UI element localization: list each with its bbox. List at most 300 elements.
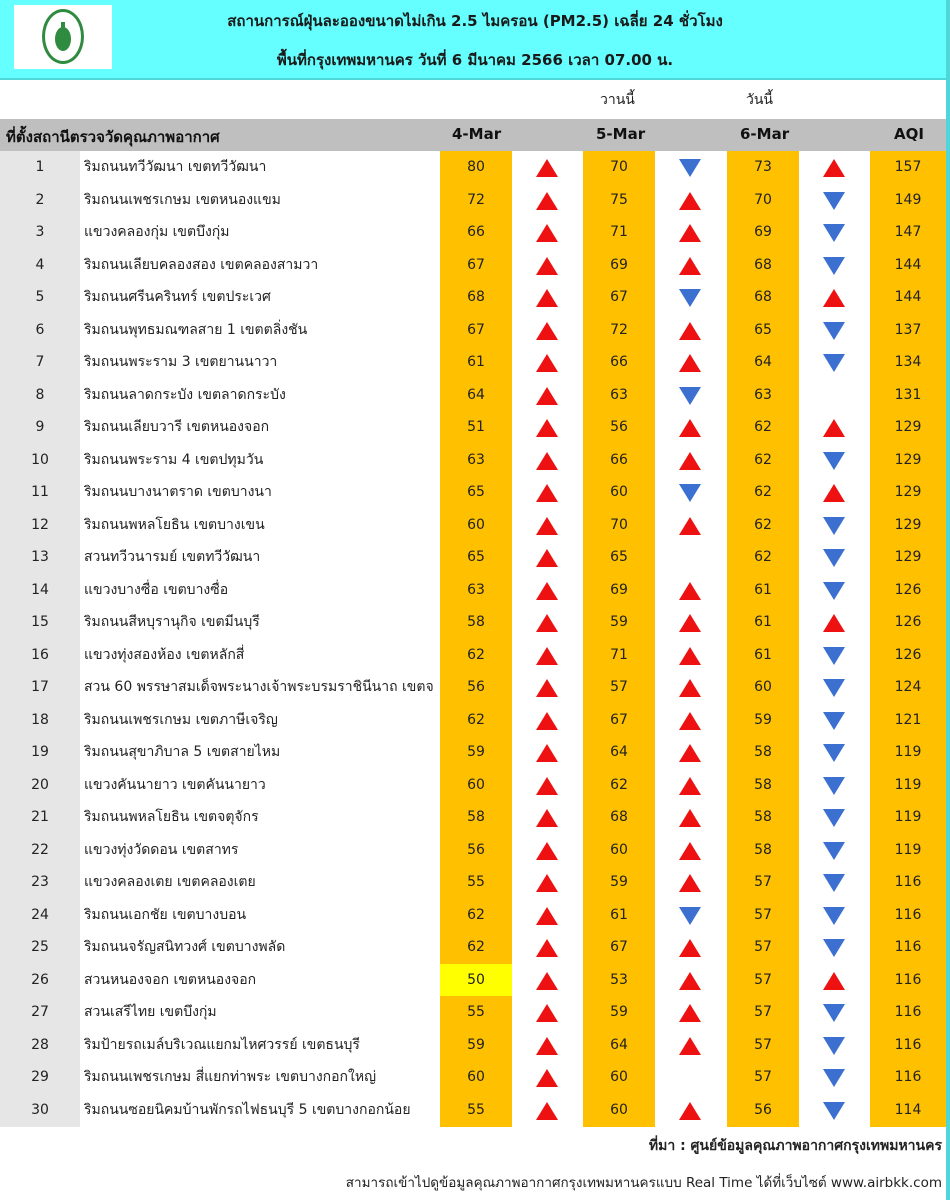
station-name: ริมป้ายรถเมล์บริเวณแยกมไหศวรรย์ เขตธนบุรี <box>84 1036 360 1053</box>
trend-up-icon <box>679 1004 701 1022</box>
pm25-date1: 60 <box>467 516 485 533</box>
table-row <box>0 996 946 1029</box>
pm25-date1: 72 <box>467 191 485 208</box>
aqi-value: 119 <box>894 809 922 825</box>
pm25-date1: 66 <box>467 224 485 240</box>
trend-up-icon <box>536 712 558 730</box>
station-name: ริมถนนสีหบุรานุกิจ เขตมีนบุรี <box>84 614 260 630</box>
row-index: 3 <box>35 224 45 240</box>
trend-down-icon <box>823 517 845 535</box>
pm25-date3: 58 <box>754 776 772 793</box>
trend-up-icon <box>823 484 845 502</box>
table-row <box>0 704 946 737</box>
today-label: วันนี้ <box>746 92 774 108</box>
station-name: ริมถนนเพชรเกษม เขตหนองแขม <box>84 191 281 208</box>
column-header-bar <box>0 119 946 151</box>
table-row <box>0 769 946 802</box>
table-row <box>0 509 946 542</box>
pm25-date2: 63 <box>610 386 628 403</box>
pm25-date2: 75 <box>610 191 628 208</box>
trend-down-icon <box>823 1037 845 1055</box>
pm25-date2: 65 <box>610 549 628 565</box>
trend-up-icon <box>679 939 701 957</box>
row-index: 4 <box>35 256 45 273</box>
pm25-date2: 57 <box>610 679 628 695</box>
trend-down-icon <box>823 322 845 340</box>
aqi-value: 126 <box>894 614 922 630</box>
pm25-date3: 58 <box>754 841 772 858</box>
trend-up-icon <box>679 452 701 470</box>
pm25-date1: 67 <box>467 321 485 338</box>
station-name: ริมถนนเอกชัย เขตบางบอน <box>84 906 247 923</box>
row-index: 8 <box>35 386 45 403</box>
station-name: แขวงคลองกุ่ม เขตบึงกุ่ม <box>84 224 230 240</box>
row-index: 21 <box>31 809 49 825</box>
pm25-date3: 68 <box>754 256 772 273</box>
trend-up-icon <box>679 354 701 372</box>
pm25-date3: 62 <box>754 484 772 500</box>
aqi-value: 131 <box>894 386 922 403</box>
pm25-date3: 57 <box>754 906 772 923</box>
trend-up-icon <box>536 549 558 567</box>
station-name: แขวงคันนายาว เขตคันนายาว <box>84 776 266 793</box>
pm25-date3: 62 <box>754 419 772 435</box>
pm25-date3: 58 <box>754 809 772 825</box>
station-name: สวนเสรีไทย เขตบึงกุ่ม <box>84 1004 217 1020</box>
trend-up-icon <box>536 289 558 307</box>
pm25-date2: 66 <box>610 451 628 468</box>
pm25-date3: 63 <box>754 386 772 403</box>
trend-up-icon <box>679 744 701 762</box>
trend-up-icon <box>536 874 558 892</box>
pm25-date3: 57 <box>754 971 772 988</box>
trend-down-icon <box>823 224 845 242</box>
pm25-date2: 70 <box>610 159 628 175</box>
trend-up-icon <box>679 224 701 242</box>
trend-up-icon <box>536 1004 558 1022</box>
station-name: ริมถนนพุทธมณฑลสาย 1 เขตตลิ่งชัน <box>84 321 308 338</box>
trend-up-icon <box>679 419 701 437</box>
pm25-date1: 64 <box>467 386 485 403</box>
pm25-date2: 60 <box>610 841 628 858</box>
pm25-date2: 59 <box>610 614 628 630</box>
pm25-date3: 64 <box>754 354 772 370</box>
pm25-date1: 67 <box>467 256 485 273</box>
station-name: ริมถนนเพชรเกษม เขตภาษีเจริญ <box>84 711 278 728</box>
trend-up-icon <box>536 679 558 697</box>
table-row <box>0 476 946 509</box>
trend-down-icon <box>679 289 701 307</box>
aqi-value: 116 <box>894 1036 922 1053</box>
table-row <box>0 866 946 899</box>
trend-up-icon <box>536 647 558 665</box>
station-name: ริมถนนศรีนครินทร์ เขตประเวศ <box>84 289 271 305</box>
aqi-value: 134 <box>894 354 922 370</box>
row-index: 7 <box>35 354 45 370</box>
trend-up-icon <box>536 354 558 372</box>
pm25-date3: 57 <box>754 874 772 890</box>
aqi-value: 126 <box>894 646 922 663</box>
row-index: 14 <box>31 581 49 598</box>
trend-down-icon <box>823 874 845 892</box>
trend-down-icon <box>823 257 845 275</box>
pm25-date1: 55 <box>467 1004 485 1020</box>
pm25-date3: 61 <box>754 614 772 630</box>
trend-up-icon <box>679 679 701 697</box>
aqi-value: 119 <box>894 841 922 858</box>
table-row <box>0 899 946 932</box>
trend-down-icon <box>823 1004 845 1022</box>
report-title: สถานการณ์ฝุ่นละอองขนาดไม่เกิน 2.5 ไมครอน (PM2.5) เฉลี่ย 24 ชั่วโมง <box>227 12 723 30</box>
row-index: 1 <box>35 159 45 175</box>
station-name: ริมถนนพหลโยธิน เขตจตุจักร <box>84 809 259 825</box>
trend-up-icon <box>823 972 845 990</box>
aqi-value: 144 <box>894 289 922 305</box>
trend-up-icon <box>679 777 701 795</box>
table-row <box>0 216 946 249</box>
aqi-value: 147 <box>894 224 922 240</box>
station-name: แขวงทุ่งวัดดอน เขตสาทร <box>84 841 239 858</box>
report-header <box>0 0 950 80</box>
trend-up-icon <box>536 907 558 925</box>
table-row <box>0 379 946 412</box>
row-index: 5 <box>35 289 45 305</box>
station-name: ริมถนนจรัญสนิทวงศ์ เขตบางพลัด <box>84 939 286 955</box>
aqi-value: 116 <box>894 971 922 988</box>
station-name: ริมถนนสุขาภิบาล 5 เขตสายไหม <box>84 744 281 760</box>
trend-up-icon <box>536 1069 558 1087</box>
pm25-date1: 56 <box>467 841 485 858</box>
pm25-date1: 63 <box>467 451 485 468</box>
trend-down-icon <box>679 387 701 405</box>
trend-up-icon <box>536 744 558 762</box>
pm25-date1: 62 <box>467 906 485 923</box>
table-row <box>0 834 946 867</box>
table-row <box>0 671 946 704</box>
col-station: ที่ตั้งสถานีตรวจวัดคุณภาพอากาศ <box>6 128 220 146</box>
trend-up-icon <box>536 517 558 535</box>
pm25-date2: 59 <box>610 874 628 890</box>
pm25-date1: 59 <box>467 744 485 760</box>
pm25-date3: 61 <box>754 646 772 663</box>
pm25-date1: 58 <box>467 614 485 630</box>
trend-up-icon <box>536 419 558 437</box>
trend-down-icon <box>823 647 845 665</box>
trend-down-icon <box>823 1069 845 1087</box>
pm25-date2: 60 <box>610 1101 628 1118</box>
trend-up-icon <box>536 484 558 502</box>
pm25-date2: 59 <box>610 1004 628 1020</box>
station-name: ริมถนนบางนาตราด เขตบางนา <box>84 484 272 500</box>
col-date-3: 6-Mar <box>740 125 790 143</box>
pm25-date3: 57 <box>754 1036 772 1053</box>
trend-up-icon <box>536 777 558 795</box>
table-row <box>0 151 946 184</box>
pm25-date2: 67 <box>610 711 628 728</box>
aqi-value: 114 <box>894 1101 922 1118</box>
aqi-value: 129 <box>894 516 922 533</box>
aqi-value: 116 <box>894 1004 922 1020</box>
row-index: 30 <box>31 1101 49 1118</box>
row-index: 29 <box>31 1069 49 1085</box>
pm25-date1: 50 <box>440 964 512 997</box>
pm25-date2: 70 <box>610 516 628 533</box>
trend-down-icon <box>679 484 701 502</box>
table-row <box>0 281 946 314</box>
table-row <box>0 606 946 639</box>
row-index: 11 <box>31 484 49 500</box>
pm25-date3: 69 <box>754 224 772 240</box>
table-row <box>0 574 946 607</box>
pm25-date1: 65 <box>467 549 485 565</box>
pm25-date1: 62 <box>467 646 485 663</box>
station-name: ริมถนนซอยนิคมบ้านพักรถไฟธนบุรี 5 เขตบางกอกน้อย <box>84 1101 411 1118</box>
col-aqi: AQI <box>894 125 924 143</box>
aqi-value: 126 <box>894 581 922 598</box>
aqi-value: 129 <box>894 451 922 468</box>
trend-up-icon <box>679 972 701 990</box>
pm25-date2: 67 <box>610 939 628 955</box>
pm25-date2: 71 <box>610 224 628 240</box>
trend-up-icon <box>536 842 558 860</box>
station-name: ริมถนนลาดกระบัง เขตลาดกระบัง <box>84 386 286 403</box>
table-row <box>0 184 946 217</box>
trend-down-icon <box>823 192 845 210</box>
pm25-date2: 66 <box>610 354 628 370</box>
aqi-value: 129 <box>894 484 922 500</box>
aqi-value: 149 <box>894 191 922 208</box>
trend-down-icon <box>823 809 845 827</box>
table-row <box>0 249 946 282</box>
station-name: ริมถนนเลียบวารี เขตหนองจอก <box>84 419 270 435</box>
pm25-date1: 65 <box>467 484 485 500</box>
trend-down-icon <box>823 712 845 730</box>
pm25-date3: 61 <box>754 581 772 598</box>
aqi-value: 157 <box>894 159 922 175</box>
pm25-date3: 57 <box>754 939 772 955</box>
pm25-date2: 60 <box>610 484 628 500</box>
pm25-date2: 71 <box>610 646 628 663</box>
pm25-date3: 73 <box>754 159 772 175</box>
row-index: 20 <box>31 776 49 793</box>
trend-up-icon <box>679 322 701 340</box>
table-row <box>0 964 946 997</box>
source-note: ที่มา : ศูนย์ข้อมูลคุณภาพอากาศกรุงเทพมหานคร <box>648 1138 942 1154</box>
pm25-date1: 62 <box>467 711 485 728</box>
pm25-date1: 63 <box>467 581 485 598</box>
trend-down-icon <box>823 354 845 372</box>
row-index: 22 <box>31 841 49 858</box>
station-name: แขวงทุ่งสองห้อง เขตหลักสี่ <box>84 646 245 663</box>
pm25-date3: 57 <box>754 1004 772 1020</box>
pm25-date1: 80 <box>467 159 485 175</box>
row-index: 15 <box>31 614 49 630</box>
row-index: 27 <box>31 1004 49 1020</box>
pm25-date3: 62 <box>754 516 772 533</box>
table-row <box>0 931 946 964</box>
aqi-value: 119 <box>894 744 922 760</box>
trend-up-icon <box>679 874 701 892</box>
pm25-date3: 65 <box>754 321 772 338</box>
trend-up-icon <box>823 159 845 177</box>
pm25-date3: 68 <box>754 289 772 305</box>
row-index: 2 <box>35 191 45 208</box>
trend-up-icon <box>679 192 701 210</box>
trend-down-icon <box>823 582 845 600</box>
pm25-date1: 56 <box>467 679 485 695</box>
pm25-date1: 60 <box>467 1069 485 1085</box>
trend-up-icon <box>679 647 701 665</box>
report-subtitle: พื้นที่กรุงเทพมหานคร วันที่ 6 มีนาคม 2566 เวลา 07.00 น. <box>276 51 674 69</box>
station-name: สวน 60 พรรษาสมเด็จพระนางเจ้าพระบรมราชินีนาถ เขตจ <box>84 679 434 695</box>
trend-down-icon <box>823 452 845 470</box>
station-name: ริมถนนพหลโยธิน เขตบางเขน <box>84 516 265 533</box>
trend-down-icon <box>679 907 701 925</box>
row-index: 17 <box>31 679 49 695</box>
aqi-value: 119 <box>894 776 922 793</box>
right-border <box>946 0 950 1200</box>
trend-up-icon <box>536 224 558 242</box>
aqi-value: 137 <box>894 321 922 338</box>
row-index: 13 <box>31 549 49 565</box>
pm25-date2: 68 <box>610 809 628 825</box>
pm25-date3: 56 <box>754 1101 772 1118</box>
yesterday-label: วานนี้ <box>600 92 635 108</box>
table-row <box>0 801 946 834</box>
pm25-date1: 55 <box>467 874 485 890</box>
trend-up-icon <box>536 192 558 210</box>
trend-down-icon <box>679 159 701 177</box>
row-index: 10 <box>31 451 49 468</box>
station-name: ริมถนนเลียบคลองสอง เขตคลองสามวา <box>84 256 319 273</box>
pm25-date2: 56 <box>610 419 628 435</box>
trend-up-icon <box>536 972 558 990</box>
trend-up-icon <box>823 419 845 437</box>
trend-up-icon <box>536 387 558 405</box>
pm25-date3: 59 <box>754 711 772 728</box>
station-name: ริมถนนพระราม 3 เขตยานนาวา <box>84 354 278 370</box>
trend-up-icon <box>536 1037 558 1055</box>
row-index: 25 <box>31 939 49 955</box>
pm25-date3: 70 <box>754 191 772 208</box>
table-row <box>0 1029 946 1062</box>
table-row <box>0 346 946 379</box>
trend-up-icon <box>536 452 558 470</box>
station-name: ริมถนนทวีวัฒนา เขตทวีวัฒนา <box>84 159 267 175</box>
trend-down-icon <box>823 777 845 795</box>
col-date-2: 5-Mar <box>596 125 646 143</box>
pm25-date1: 59 <box>467 1036 485 1053</box>
pm25-date1: 62 <box>467 939 485 955</box>
trend-down-icon <box>823 939 845 957</box>
trend-up-icon <box>536 582 558 600</box>
table-row <box>0 1061 946 1094</box>
trend-up-icon <box>536 614 558 632</box>
trend-up-icon <box>679 1102 701 1120</box>
aqi-value: 129 <box>894 549 922 565</box>
table-row <box>0 1094 946 1127</box>
table-row <box>0 314 946 347</box>
trend-up-icon <box>536 257 558 275</box>
station-name: แขวงคลองเตย เขตคลองเตย <box>84 874 256 890</box>
pm25-date2: 67 <box>610 289 628 305</box>
row-index: 16 <box>31 646 49 663</box>
pm25-date3: 62 <box>754 451 772 468</box>
row-index: 28 <box>31 1036 49 1053</box>
trend-up-icon <box>536 1102 558 1120</box>
trend-up-icon <box>823 289 845 307</box>
aqi-value: 116 <box>894 906 922 923</box>
trend-down-icon <box>823 549 845 567</box>
trend-down-icon <box>823 1102 845 1120</box>
table-row <box>0 639 946 672</box>
aqi-value: 116 <box>894 1069 922 1085</box>
trend-up-icon <box>679 712 701 730</box>
station-name: สวนหนองจอก เขตหนองจอก <box>84 971 257 988</box>
trend-up-icon <box>679 517 701 535</box>
station-name: แขวงบางซื่อ เขตบางซื่อ <box>84 581 229 598</box>
trend-up-icon <box>679 842 701 860</box>
table-row <box>0 541 946 574</box>
pm25-date1: 55 <box>467 1101 485 1118</box>
aqi-value: 124 <box>894 679 922 695</box>
pm25-date2: 64 <box>610 744 628 760</box>
trend-up-icon <box>536 159 558 177</box>
pm25-date2: 69 <box>610 581 628 598</box>
trend-down-icon <box>823 679 845 697</box>
pm25-date2: 64 <box>610 1036 628 1053</box>
pm25-date2: 60 <box>610 1069 628 1085</box>
table-row <box>0 736 946 769</box>
pm25-date2: 69 <box>610 256 628 273</box>
website-note: สามารถเข้าไปดูข้อมูลคุณภาพอากาศกรุงเทพมหานครแบบ Real Time ได้ที่เว็บไซต์ www.airbkk.com <box>345 1175 942 1191</box>
pm25-date2: 72 <box>610 321 628 338</box>
pm25-date1: 58 <box>467 809 485 825</box>
trend-up-icon <box>679 257 701 275</box>
trend-down-icon <box>823 842 845 860</box>
pm25-date1: 60 <box>467 776 485 793</box>
pm25-date1: 51 <box>467 419 485 435</box>
pm25-date3: 62 <box>754 549 772 565</box>
trend-up-icon <box>536 322 558 340</box>
row-index: 6 <box>35 321 45 338</box>
row-index: 24 <box>31 906 49 923</box>
aqi-value: 144 <box>894 256 922 273</box>
trend-up-icon <box>679 582 701 600</box>
trend-up-icon <box>536 939 558 957</box>
trend-down-icon <box>823 744 845 762</box>
pm25-date2: 61 <box>610 906 628 923</box>
trend-up-icon <box>536 809 558 827</box>
pm25-date2: 53 <box>610 971 628 988</box>
pm25-date3: 57 <box>754 1069 772 1085</box>
trend-up-icon <box>679 809 701 827</box>
aqi-value: 116 <box>894 939 922 955</box>
pm25-date1: 61 <box>467 354 485 370</box>
aqi-value: 121 <box>894 711 922 728</box>
pm25-date2: 62 <box>610 776 628 793</box>
table-row <box>0 411 946 444</box>
station-name: ริมถนนเพชรเกษม สี่แยกท่าพระ เขตบางกอกใหญ่ <box>84 1069 377 1085</box>
pm25-date1: 68 <box>467 289 485 305</box>
station-name: สวนทวีวนารมย์ เขตทวีวัฒนา <box>84 549 261 565</box>
bma-seal-icon <box>42 9 84 64</box>
row-index: 26 <box>31 971 49 988</box>
row-index: 19 <box>31 744 49 760</box>
trend-up-icon <box>823 614 845 632</box>
row-index: 12 <box>31 516 49 533</box>
col-date-1: 4-Mar <box>452 125 502 143</box>
